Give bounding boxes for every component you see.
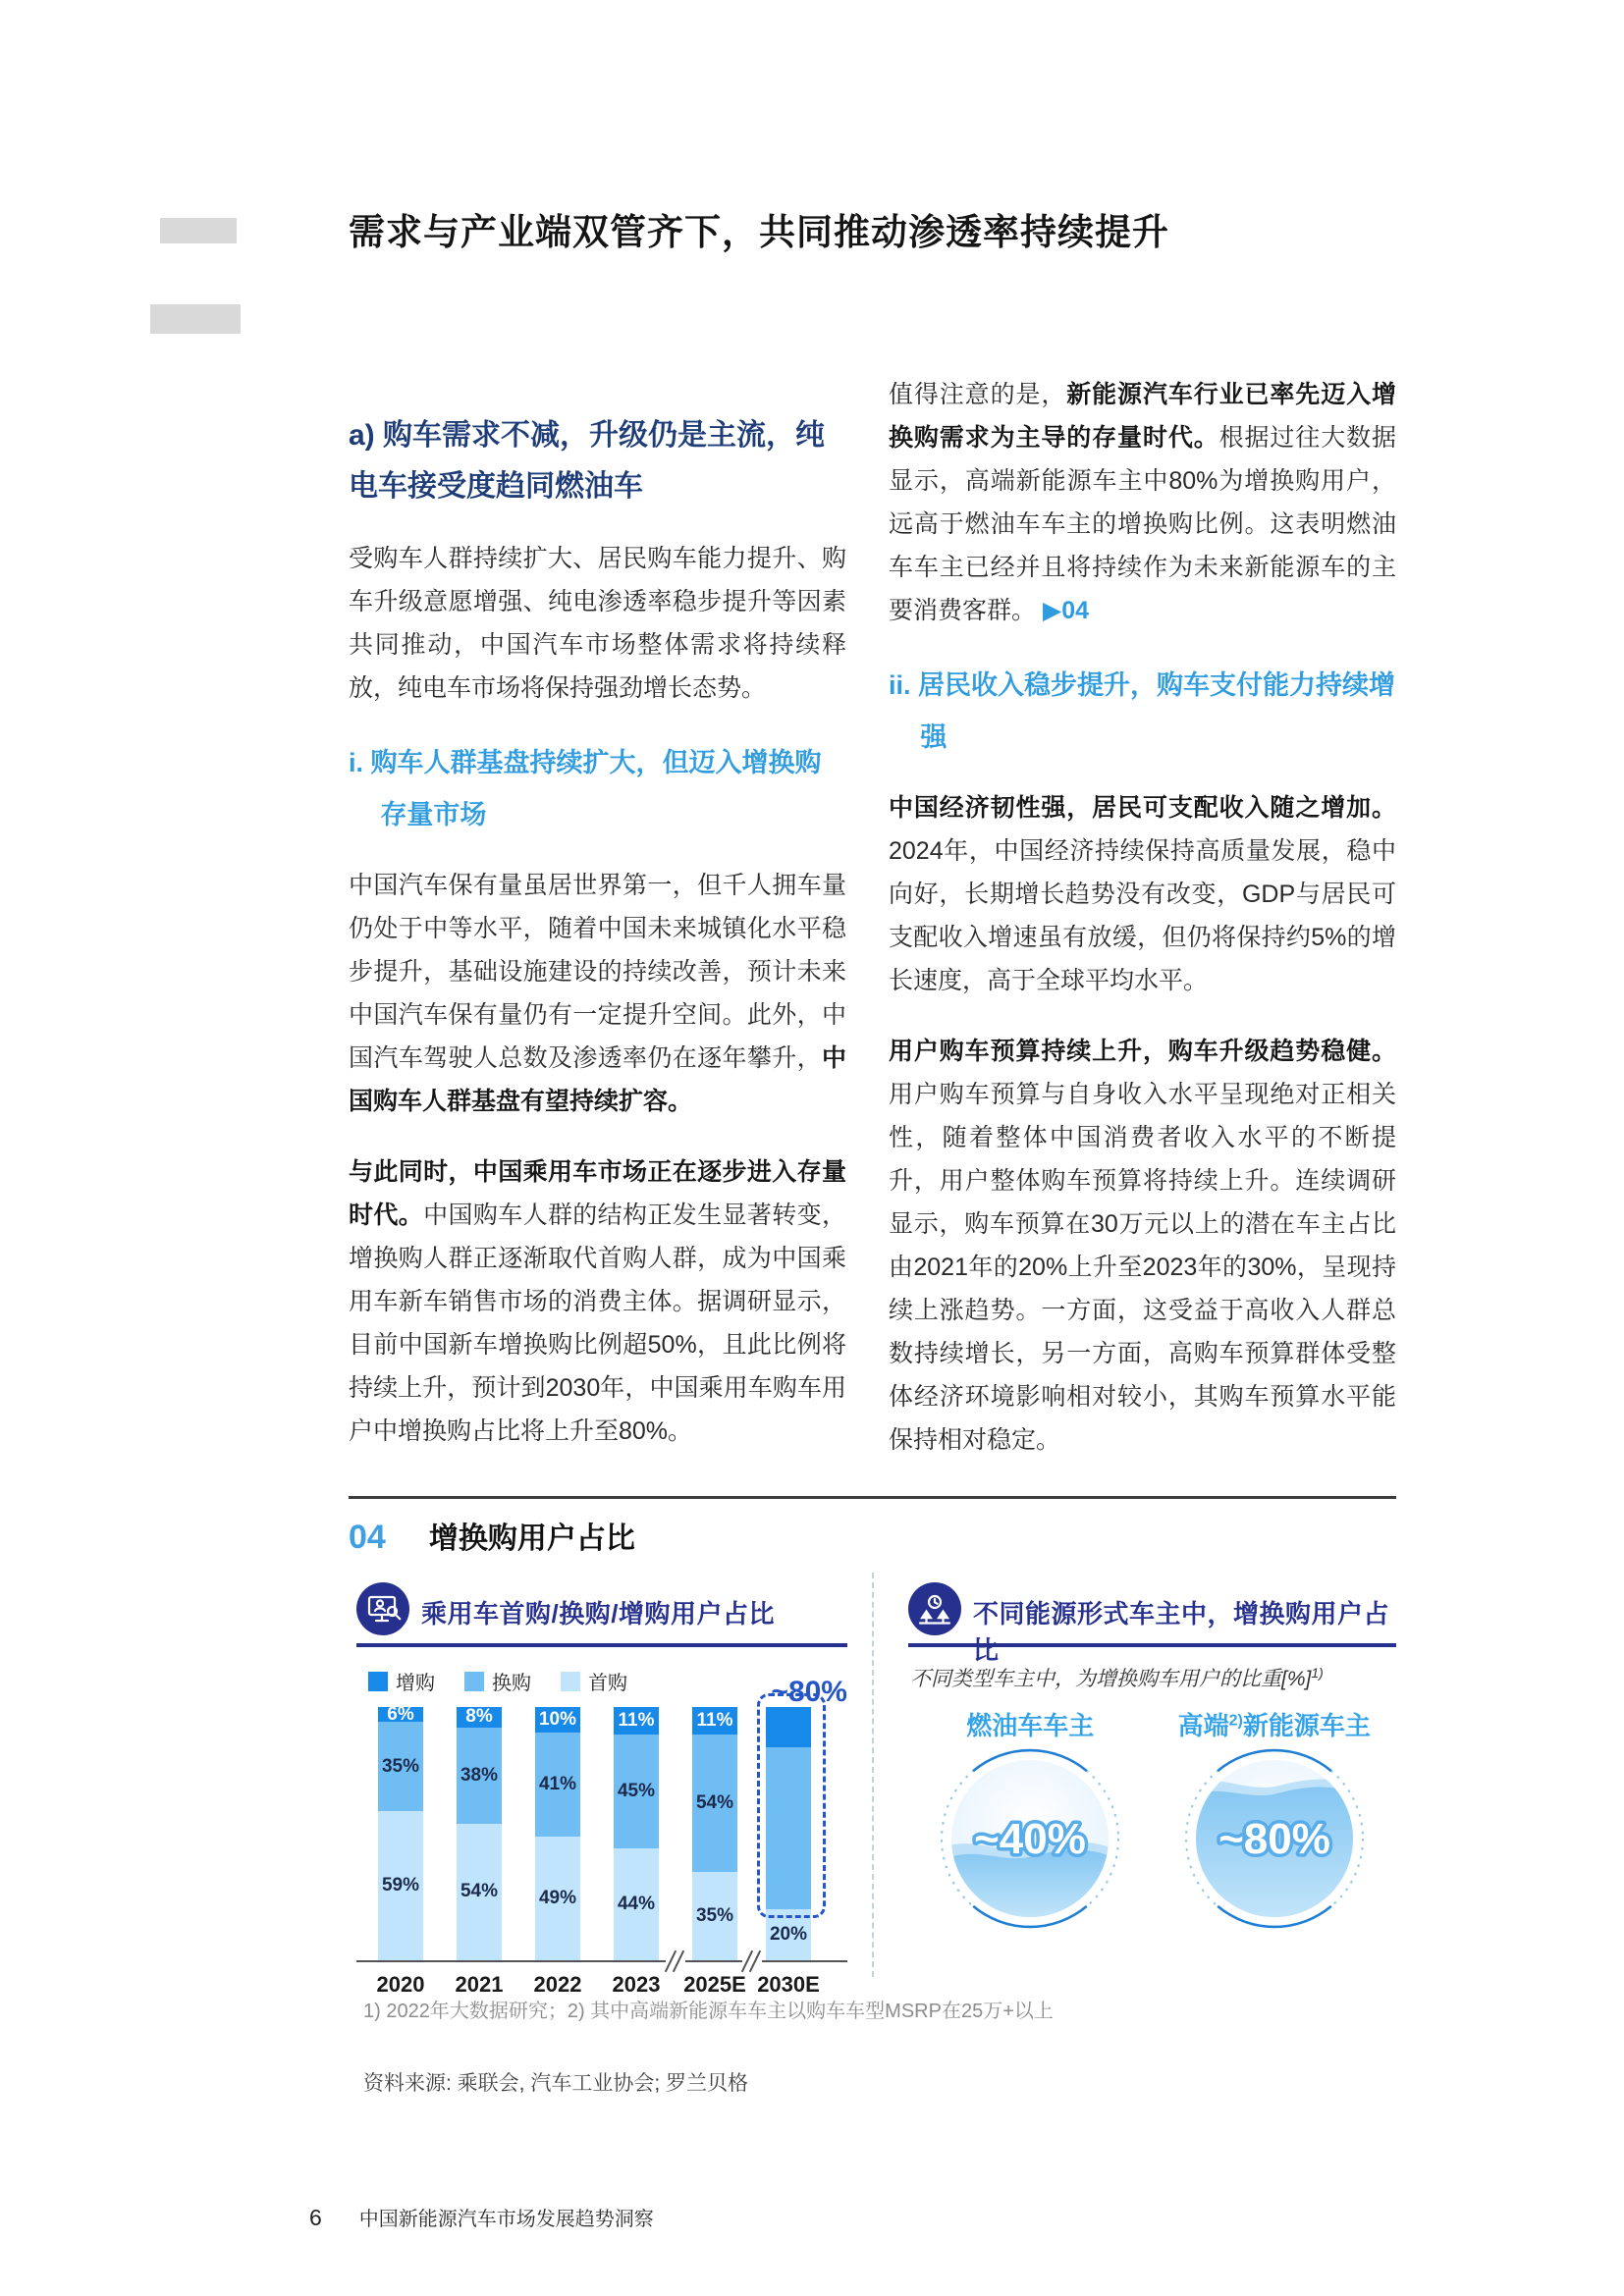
x-axis-label: 2020 [376, 1972, 425, 1997]
bar-segment [692, 1872, 737, 1960]
legend-label: 换购 [492, 1673, 531, 1694]
figure-title: 增换购用户占比 [428, 1522, 635, 1555]
paragraph [889, 1030, 1396, 1462]
bar-segment [692, 1707, 737, 1735]
footnote-marker: 2) [1228, 1712, 1243, 1730]
footnotes: 1) 2022年大数据研究；2) 其中高端新能源车车主以购车车型MSRP在25万+以上 [363, 2001, 1054, 2022]
page-title: 需求与产业端双管齐下，共同推动渗透率持续提升 [349, 212, 1169, 252]
text-run: 用户购车预算与自身收入水平呈现绝对正相关性，随着整体中国消费者收入水平的不断提升，用户整体购车预算将持续上升。连续调研显示，购车预算在30万元以上的潜在车主占比由2021年的20%上升至2023年的30%，呈现持续上涨趋势。一方面，这受益于高收入人群总数持续增长，另一方面，高购车预算群体受整体经济环境影响相对较小，其购车预算水平能保持相对稳定。 [889, 1081, 1396, 1455]
bar-segment [378, 1811, 423, 1960]
svg-text:~80%: ~80% [1218, 1815, 1330, 1863]
bar-value-label: 38% [460, 1764, 499, 1786]
bar-value-label: 41% [538, 1773, 577, 1794]
gauge-label [966, 1706, 1094, 1745]
legend-label: 首购 [588, 1673, 627, 1694]
bar-segment [535, 1837, 580, 1960]
subheading-i: i. 购车人群基盘持续扩大，但迈入增换购存量市场 [349, 748, 822, 829]
page-footer [309, 2203, 654, 2231]
left-column [349, 410, 846, 1480]
bar-segment [692, 1735, 737, 1871]
legend-swatch [368, 1672, 388, 1691]
bar-value-label: 45% [617, 1781, 656, 1802]
x-axis-label: 2025E [683, 1972, 746, 1997]
gauge-row [908, 1706, 1396, 1937]
annotation-dash-box [757, 1693, 826, 1918]
gauge-label [1178, 1706, 1371, 1745]
gauge [1153, 1706, 1397, 1937]
paragraph [349, 864, 846, 1123]
paragraph [349, 537, 846, 710]
legend-swatch [464, 1672, 484, 1691]
panel-header [356, 1571, 847, 1647]
x-axis-label: 2021 [455, 1972, 504, 1997]
legend-item [368, 1667, 435, 1695]
right-column [889, 373, 1396, 1489]
gauge [908, 1706, 1153, 1937]
chart-monitor-icon [356, 1582, 409, 1635]
bar-value-label: 35% [695, 1904, 734, 1926]
bar-value-label: 54% [695, 1792, 734, 1814]
figure-ref-04[interactable]: ▶04 [1036, 597, 1089, 624]
panel-header [908, 1571, 1396, 1665]
bar-value-label: 10% [538, 1708, 577, 1730]
bar-value-label: 44% [617, 1894, 656, 1915]
deco-bar [150, 304, 241, 334]
bar-segment [535, 1733, 580, 1837]
svg-text:~40%: ~40% [974, 1815, 1087, 1863]
bar-chart-title: 乘用车首购/换购/增购用户占比 [421, 1599, 775, 1629]
bar-segment [378, 1703, 423, 1725]
axis-break [666, 1952, 685, 1970]
figure-panel-bar-chart [356, 1571, 847, 2002]
source-line: 资料来源: 乘联会, 汽车工业协会; 罗兰贝格 [363, 2072, 749, 2095]
gauge-graphic [937, 1745, 1123, 1937]
gauge-graphic [1181, 1745, 1368, 1937]
x-axis-label: 2022 [533, 1972, 582, 1997]
text-run: 中国经济韧性强，居民可支配收入随之增加。 [889, 794, 1396, 823]
axis-break [742, 1952, 762, 1970]
legend-label: 增购 [396, 1673, 435, 1694]
subtitle-text: 不同类型车主中，为增换购车用户的比重[%] [910, 1668, 1312, 1690]
bar-value-label: 20% [769, 1924, 808, 1946]
figure-panel-gauges [908, 1571, 1396, 1937]
bar-value-label: 59% [381, 1874, 420, 1896]
paragraph [889, 786, 1396, 1002]
bar-value-label: 35% [381, 1755, 420, 1777]
bar-segment [614, 1735, 659, 1848]
bar-value-label: 54% [460, 1881, 499, 1902]
scenery-clock-icon [908, 1582, 961, 1635]
gauge-label-text: 燃油车车主 [966, 1711, 1095, 1740]
text-run: 受购车人群持续扩大、居民购车能力提升、购车升级意愿增强、纯电渗透率稳步提升等因素共同推动，中国汽车市场整体需求将持续释放，纯电车市场将保持强劲增长态势。 [349, 545, 846, 703]
paragraph [889, 373, 1396, 632]
panel-divider [872, 1573, 874, 1977]
bar-segment [457, 1707, 502, 1728]
text-run: 2024年，中国经济持续保持高质量发展，稳中向好，长期增长趋势没有改变，GDP与居民可支配收入增速虽有放缓，但仍将保持约5%的增长速度，高于全球平均水平。 [889, 837, 1396, 995]
bar-segment [614, 1707, 659, 1735]
section-divider [349, 1496, 1396, 1499]
x-axis-label: 2030E [757, 1972, 820, 1997]
bar-segment [457, 1824, 502, 1960]
text-run: 用户购车预算持续上升，购车升级趋势稳健。 [889, 1038, 1396, 1066]
bar-segment [535, 1707, 580, 1733]
bar-segment [378, 1722, 423, 1810]
deco-bar [160, 218, 237, 243]
bar-segment [457, 1728, 502, 1824]
page-number: 6 [309, 2205, 322, 2230]
legend-item [561, 1667, 627, 1695]
bar-value-label: 11% [696, 1710, 733, 1732]
bar-segment [614, 1848, 659, 1960]
x-axis [356, 1960, 847, 1962]
doc-title: 中国新能源汽车市场发展趋势洞察 [358, 2209, 654, 2230]
section-a-heading: a) 购车需求不减，升级仍是主流，纯电车接受度趋同燃油车 [349, 419, 826, 503]
bar-value-label: 49% [538, 1887, 577, 1908]
figure-number: 04 [349, 1519, 386, 1556]
text-run: 根据过往大数据显示，高端新能源车主中80%为增换购用户，远高于燃油车车主的增换购比例。这表明燃油车车主已经并且将持续作为未来新能源车的主要消费客群。 [889, 424, 1396, 624]
figure-04-heading [349, 1514, 635, 1557]
text-run: 新能源汽车行业已率先迈入增换购需求为主导的存量时代。 [889, 381, 1396, 452]
text-run: 与此同时，中国乘用车市场正在逐步进入存量时代。 [349, 1158, 846, 1230]
bar-value-label: 8% [465, 1706, 493, 1728]
text-run: 中国购车人群基盘有望持续扩容。 [349, 1044, 846, 1116]
bar-value-label: 6% [387, 1703, 414, 1725]
annotation-label: ~80% [771, 1676, 847, 1708]
gauge-label-text: 高端 [1177, 1711, 1229, 1740]
gauge-chart-subtitle [910, 1663, 1396, 1692]
x-axis-label: 2023 [612, 1972, 661, 1997]
text-run: 中国购车人群的结构正发生显著转变，增换购人群正逐渐取代首购人群，成为中国乘用车新车销售市场的消费主体。据调研显示，目前中国新车增换购比例超50%，且此比例将持续上升，预计到2030年，中国乘用车购车用户中增换购占比将上升至80%。 [349, 1201, 846, 1446]
footnote-marker: 1) [1311, 1665, 1324, 1681]
text-run: 中国汽车保有量虽居世界第一，但千人拥车量仍处于中等水平，随着中国未来城镇化水平稳步提升，基础设施建设的持续改善，预计未来中国汽车保有量仍有一定提升空间。此外，中国汽车驾驶人总数及渗透率仍在逐年攀升， [349, 872, 846, 1073]
paragraph [349, 1150, 846, 1453]
legend-item [464, 1667, 531, 1695]
legend-swatch [561, 1672, 580, 1691]
gauge-chart-title: 不同能源形式车主中，增换购用户占比 [973, 1599, 1390, 1665]
text-run: 值得注意的是， [889, 381, 1067, 408]
gauge-label-text: 新能源车主 [1242, 1711, 1371, 1740]
subheading-ii: ii. 居民收入稳步提升，购车支付能力持续增强 [889, 670, 1396, 752]
bar-value-label: 11% [618, 1710, 655, 1732]
